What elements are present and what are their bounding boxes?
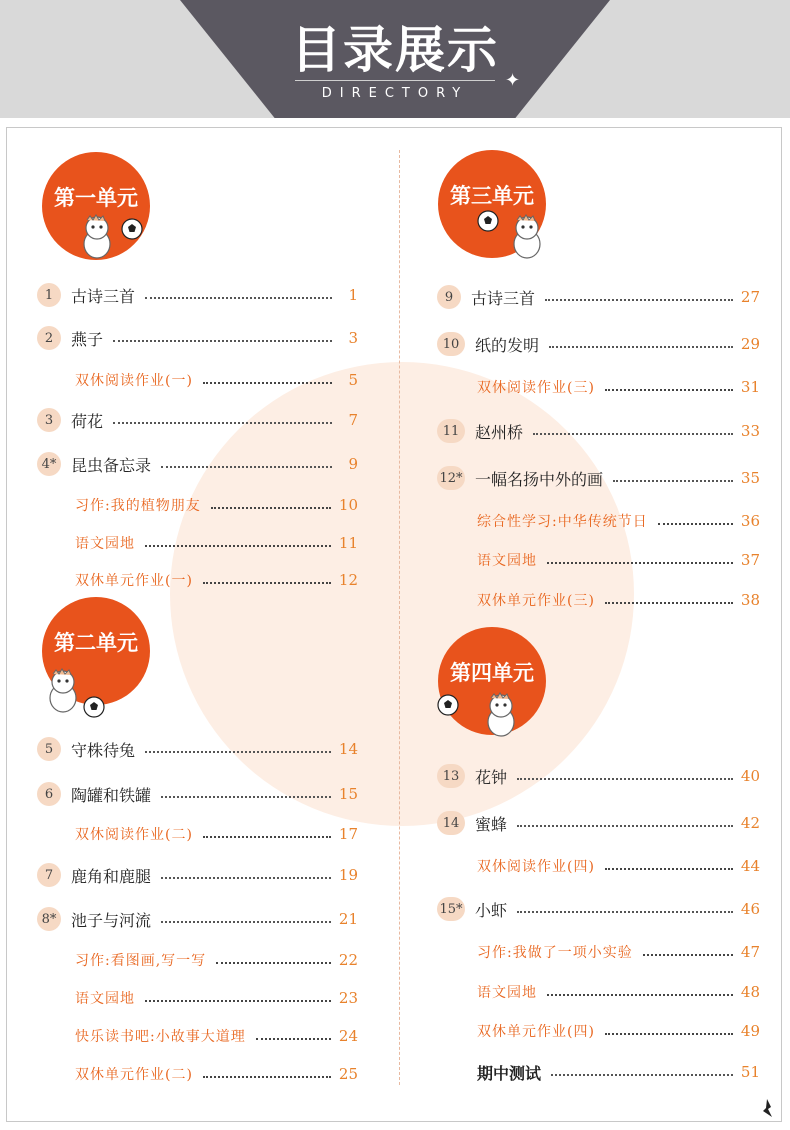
page-number: 22 [338,951,358,969]
toc-subentry[interactable] [477,854,760,878]
dot-leader [643,954,733,956]
page-number: 17 [338,825,358,843]
header-rule [295,80,495,81]
entry-title: 守株待兔 [71,740,136,760]
page-number: 19 [338,866,358,884]
entry-title: 陶罐和铁罐 [71,785,152,805]
dot-leader [113,422,332,424]
dot-leader [605,389,733,391]
dot-leader [203,1076,331,1078]
lesson-number: 11 [437,419,465,443]
page-number: 47 [740,943,760,961]
lesson-number: 6 [37,782,61,806]
toc-entry[interactable] [437,466,760,490]
page-number: 51 [740,1063,760,1081]
lesson-number: 13 [437,764,465,788]
toc-entry[interactable] [37,782,358,806]
unit-label: 第一单元 [54,186,138,210]
dot-leader [517,778,733,780]
toc-entry[interactable] [37,408,358,432]
dot-leader [658,523,733,525]
toc-subentry[interactable] [75,986,358,1010]
sparkle-icon: ✦ [505,70,521,91]
dot-leader [545,299,733,301]
dot-leader [203,836,331,838]
toc-subentry[interactable] [75,368,358,392]
lesson-number: 1 [37,283,61,307]
entry-title: 语文园地 [75,991,135,1007]
dot-leader [605,1033,733,1035]
entry-title: 一幅名扬中外的画 [475,469,604,489]
dot-leader [517,825,733,827]
dot-leader [161,921,331,923]
page-number: 31 [740,378,760,396]
dot-leader [549,346,733,348]
page-number: 36 [740,512,760,530]
page-number: 11 [338,534,358,552]
page-number: 27 [740,288,760,306]
toc-subentry[interactable] [477,588,760,612]
dot-leader [161,877,331,879]
entry-title: 荷花 [71,411,104,431]
lesson-number: 8* [37,907,61,931]
dinosaur-mascot-icon [77,214,117,262]
entry-title: 习作:我做了一项小实验 [477,945,633,961]
entry-title: 语文园地 [477,553,537,569]
entry-title: 习作:我的植物朋友 [75,498,201,514]
toc-subentry[interactable] [75,948,358,972]
dot-leader [605,602,733,604]
dinosaur-mascot-icon [481,692,521,740]
page-number: 44 [740,857,760,875]
page-number: 14 [338,740,358,758]
toc-subentry[interactable] [477,509,760,533]
entry-title: 期中测试 [477,1063,542,1083]
page-number: 48 [740,983,760,1001]
page-number: 5 [348,371,358,389]
dot-leader [256,1038,331,1040]
dot-leader [203,582,331,584]
page-number: 10 [338,496,358,514]
toc-page [6,127,782,1122]
entry-title: 双休单元作业(二) [75,1067,193,1083]
dot-leader [161,796,331,798]
toc-subentry[interactable] [75,568,358,592]
entry-title: 双休阅读作业(一) [75,373,193,389]
toc-subentry[interactable] [477,548,760,572]
page-subtitle: DIRECTORY [321,86,469,101]
page-number: 21 [338,910,358,928]
dot-leader [145,1000,331,1002]
toc-entry[interactable] [437,285,760,309]
toc-subentry[interactable] [477,940,760,964]
toc-subentry[interactable] [477,1019,760,1043]
page-number: 1 [348,286,358,304]
page-number: 7 [348,411,358,429]
dot-leader [216,962,331,964]
page-number: 40 [740,767,760,785]
entry-title: 语文园地 [75,536,135,552]
entry-title: 赵州桥 [475,422,524,442]
soccer-ball-icon [83,696,105,718]
entry-title: 蜜蜂 [475,814,508,834]
dot-leader [547,562,733,564]
dot-leader [161,466,332,468]
unit-label: 第二单元 [54,631,138,655]
entry-title: 小虾 [475,900,508,920]
page-number: 46 [740,900,760,918]
dot-leader [551,1074,733,1076]
toc-entry[interactable] [437,897,760,921]
lesson-number: 3 [37,408,61,432]
entry-title: 昆虫备忘录 [71,455,152,475]
page-number: 35 [740,469,760,487]
lesson-number: 7 [37,863,61,887]
dot-leader [517,911,733,913]
toc-entry[interactable] [37,907,358,931]
entry-title: 综合性学习:中华传统节日 [477,514,648,530]
toc-entry[interactable] [437,419,760,443]
lesson-number: 14 [437,811,465,835]
soccer-ball-icon [121,218,143,240]
page-number: 3 [348,329,358,347]
toc-entry[interactable] [37,326,358,350]
toc-subentry[interactable] [75,531,358,555]
entry-title: 双休阅读作业(三) [477,380,595,396]
entry-title: 双休阅读作业(二) [75,827,193,843]
entry-title: 语文园地 [477,985,537,1001]
toc-entry[interactable] [437,332,760,356]
entry-title: 池子与河流 [71,910,152,930]
decorative-corner-icon [761,1099,773,1117]
toc-subentry[interactable] [477,980,760,1004]
page-number: 42 [740,814,760,832]
page-number: 15 [338,785,358,803]
entry-title: 快乐读书吧:小故事大道理 [75,1029,246,1045]
page-number: 24 [338,1027,358,1045]
page-number: 12 [338,571,358,589]
toc-entry[interactable] [437,811,760,835]
entry-title: 古诗三首 [71,286,136,306]
page-title: 目录展示 [291,21,499,79]
lesson-number: 9 [437,285,461,309]
entry-title: 双休单元作业(一) [75,573,193,589]
toc-subentry[interactable] [75,1024,358,1048]
toc-entry[interactable] [37,283,358,307]
entry-title: 双休阅读作业(四) [477,859,595,875]
dot-leader [145,297,332,299]
soccer-ball-icon [437,694,459,716]
entry-title: 鹿角和鹿腿 [71,866,152,886]
page-number: 38 [740,591,760,609]
dot-leader [533,433,733,435]
entry-title: 习作:看图画,写一写 [75,953,207,969]
dot-leader [113,340,332,342]
lesson-number: 12* [437,466,465,490]
page-number: 33 [740,422,760,440]
page-number: 29 [740,335,760,353]
dot-leader [145,751,331,753]
dot-leader [203,382,332,384]
dot-leader [605,868,733,870]
lesson-number: 15* [437,897,465,921]
toc-entry-midterm[interactable] [477,1060,760,1084]
toc-entry[interactable] [37,452,358,476]
dot-leader [547,994,733,996]
column-divider [399,150,400,1085]
dinosaur-mascot-icon [43,668,83,716]
page-number: 9 [348,455,358,473]
soccer-ball-icon [477,210,499,232]
page-number: 25 [338,1065,358,1083]
unit-label: 第四单元 [450,661,534,685]
toc-subentry[interactable] [75,493,358,517]
unit-label: 第三单元 [450,184,534,208]
entry-title: 花钟 [475,767,508,787]
entry-title: 纸的发明 [475,335,540,355]
toc-subentry[interactable] [75,1062,358,1086]
toc-subentry[interactable] [75,822,358,846]
toc-subentry[interactable] [477,375,760,399]
toc-entry[interactable] [37,863,358,887]
entry-title: 双休单元作业(三) [477,593,595,609]
entry-title: 燕子 [71,329,104,349]
page-number: 23 [338,989,358,1007]
dot-leader [613,480,733,482]
page-number: 49 [740,1022,760,1040]
dot-leader [145,545,331,547]
lesson-number: 10 [437,332,465,356]
dinosaur-mascot-icon [507,214,547,262]
toc-entry[interactable] [437,764,760,788]
entry-title: 双休单元作业(四) [477,1024,595,1040]
lesson-number: 2 [37,326,61,350]
dot-leader [211,507,331,509]
header-banner [0,0,790,118]
page-number: 37 [740,551,760,569]
toc-entry[interactable] [37,737,358,761]
lesson-number: 4* [37,452,61,476]
entry-title: 古诗三首 [471,288,536,308]
lesson-number: 5 [37,737,61,761]
